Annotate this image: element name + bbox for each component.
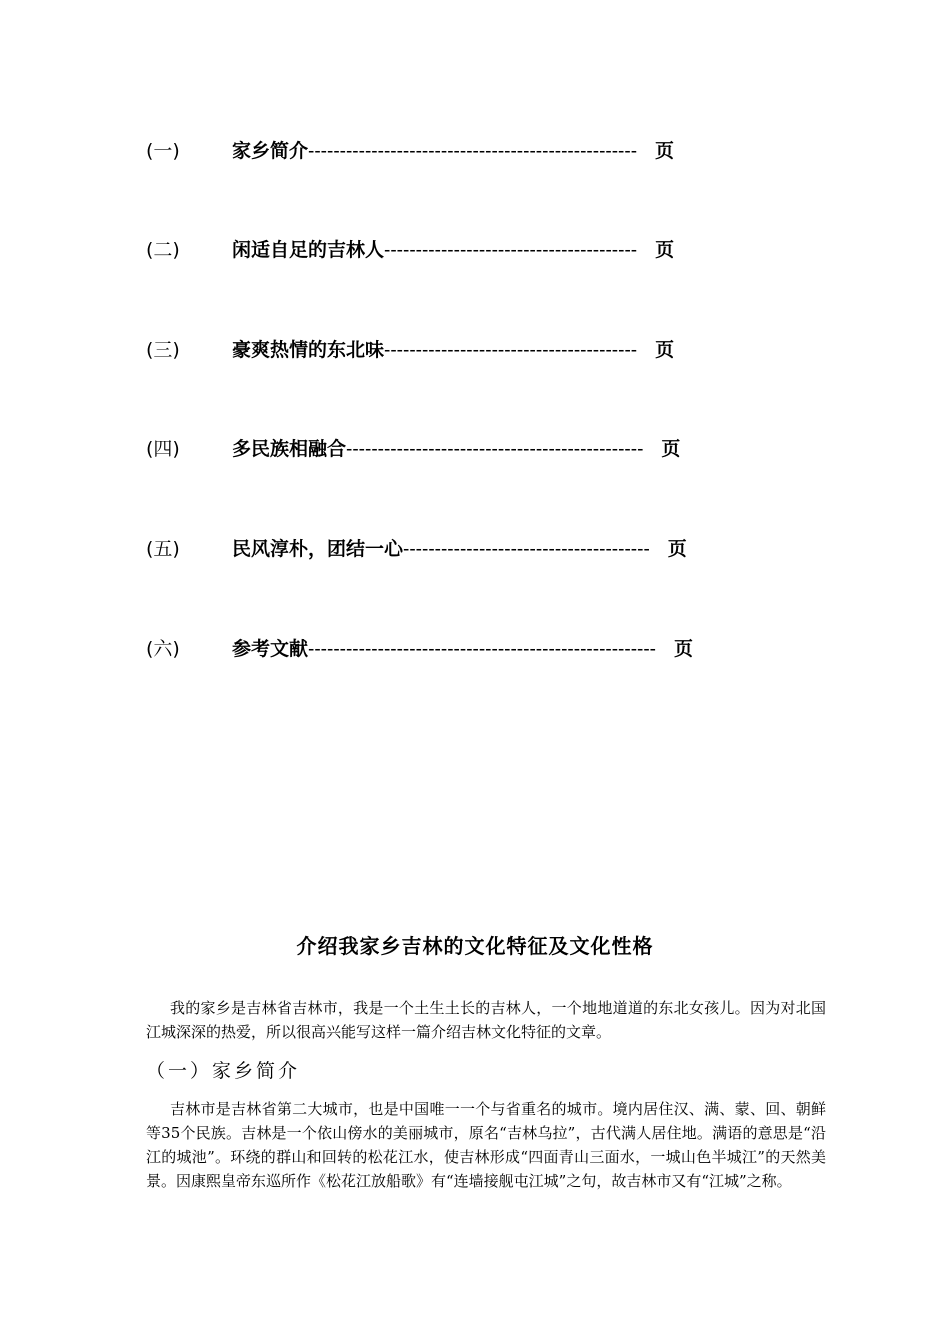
toc-leader: -----------------------------------------------	[346, 439, 644, 460]
toc-title: 闲适自足的吉林人	[232, 239, 385, 261]
toc-number: (五)	[146, 538, 180, 560]
toc-number: (三)	[146, 339, 180, 361]
toc-leader: -------------------------------------------------------	[308, 639, 657, 660]
toc-title: 参考文献	[232, 638, 309, 660]
toc-number: (四)	[146, 438, 180, 460]
toc-page-label: 页	[667, 538, 687, 560]
toc-leader: ---------------------------------------	[403, 539, 650, 560]
toc-number: (二)	[146, 239, 180, 261]
toc-title: 民风淳朴，团结一心	[232, 538, 404, 560]
document-title: 介绍我家乡吉林的文化特征及文化性格	[296, 934, 654, 958]
section-heading: （一）家乡简介	[146, 1060, 301, 1082]
toc-page-label: 页	[655, 140, 675, 162]
toc-page-label: 页	[655, 339, 675, 361]
toc-leader: ----------------------------------------------------	[308, 141, 638, 162]
intro-paragraph: 我的家乡是吉林省吉林市，我是一个土生土长的吉林人，一个地地道道的东北女孩儿。因为对北国江城深深的热爱，所以很高兴能写这样一篇介绍吉林文化特征的文章。	[146, 999, 826, 1041]
toc-title: 豪爽热情的东北味	[232, 339, 385, 361]
toc-page-label: 页	[655, 239, 675, 261]
toc-title: 多民族相融合	[232, 438, 347, 460]
toc-title: 家乡简介	[232, 140, 309, 162]
toc-number: (一)	[146, 140, 180, 162]
toc-page-label: 页	[674, 638, 694, 660]
toc-leader: ----------------------------------------	[384, 240, 638, 261]
toc-number: (六)	[146, 638, 180, 660]
toc-page-label: 页	[661, 438, 681, 460]
section-body-paragraph: 吉林市是吉林省第二大城市，也是中国唯一一个与省重名的城市。境内居住汉、满、蒙、回、朝鲜等35个民族。吉林是一个依山傍水的美丽城市，原名“吉林乌拉”，古代满人居住地。满语的意思是“沿江的城池”。环绕的群山和回转的松花江水，使吉林形成“四面青山三面水，一城山色半城江”的天然美景。因康熙皇帝东巡所作《松花江放船歌》有“连墙接舰屯江城”之句，故吉林市又有“江城”之称。	[146, 1100, 826, 1190]
toc-leader: ----------------------------------------	[384, 340, 638, 361]
